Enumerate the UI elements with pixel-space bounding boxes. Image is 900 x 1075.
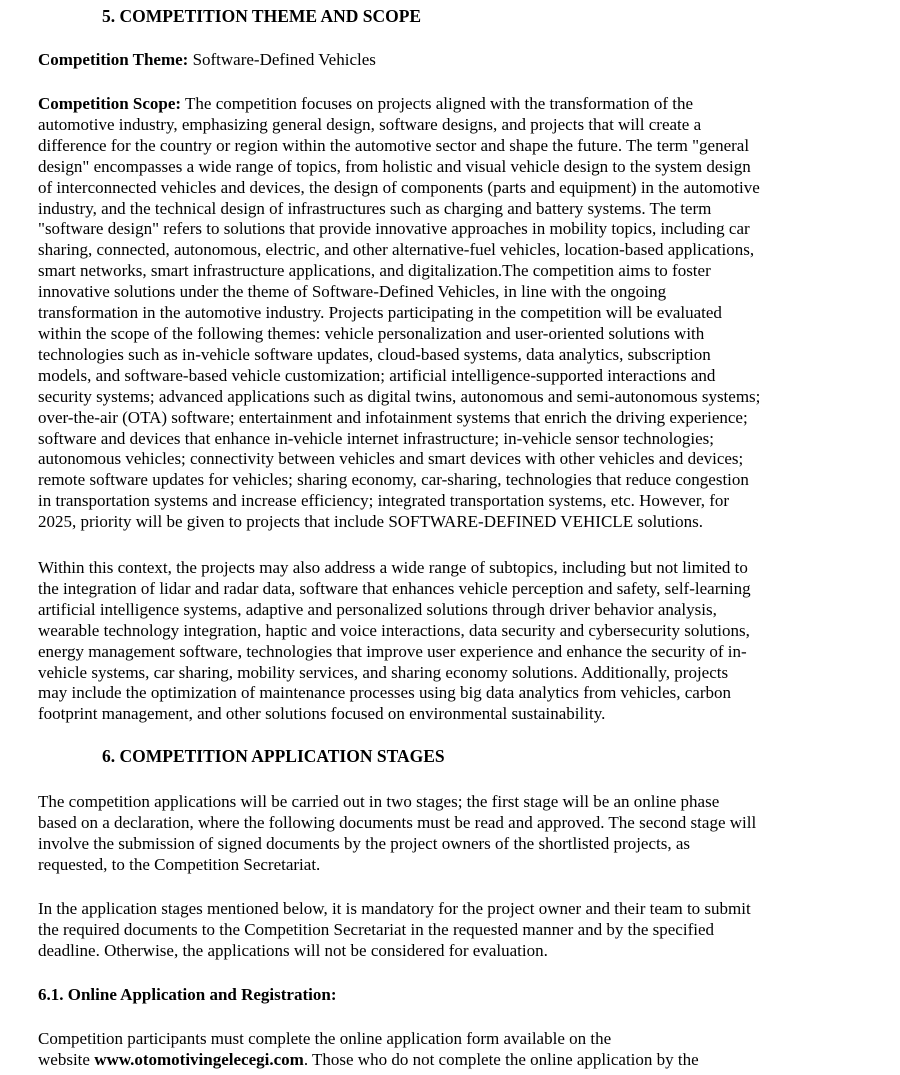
text-segment: The competition focuses on projects aligned with the transformation of the bbox=[181, 94, 693, 113]
text-line: Competition participants must complete the online application form available on the bbox=[38, 1029, 612, 1048]
text-line: may include the optimization of maintenance processes using big data analytics from vehicles, carbon bbox=[38, 683, 731, 703]
text-line: sharing, connected, autonomous, electric, and other alternative-fuel vehicles, location-based applications, bbox=[38, 240, 755, 260]
text-line: "software design" refers to solutions that provide innovative approaches in mobility topics, including car bbox=[38, 219, 750, 239]
text-line: software and devices that enhance in-vehicle internet infrastructure; in-vehicle sensor technologies; bbox=[38, 428, 714, 448]
section-5-heading: 5. COMPETITION THEME AND SCOPE bbox=[102, 6, 422, 26]
text-line: vehicle systems, car sharing, mobility services, and sharing economy solutions. Additionally, projects bbox=[38, 662, 729, 682]
competition-theme-paragraph bbox=[38, 50, 874, 71]
text-line: Within this context, the projects may also address a wide range of subtopics, including but not limited to bbox=[38, 558, 748, 577]
application-stages-paragraph bbox=[38, 792, 874, 876]
text-line: technologies such as in-vehicle software updates, cloud-based systems, data analytics, subscription bbox=[38, 344, 711, 364]
text-line: based on a declaration, where the following documents must be read and approved. The second stage will bbox=[38, 812, 757, 832]
online-application-subheading: 6.1. Online Application and Registration: bbox=[38, 985, 337, 1004]
text-line: over-the-air (OTA) software; entertainment and infotainment systems that enrich the driving experience; bbox=[38, 407, 748, 427]
mandatory-documents-paragraph bbox=[38, 899, 874, 962]
text-line: The competition applications will be carried out in two stages; the first stage will be an online phase bbox=[38, 792, 720, 811]
text-line: the required documents to the Competition Secretariat in the requested manner and by the specified bbox=[38, 919, 714, 939]
text-line: automotive industry, emphasizing general design, software designs, and projects that will create a bbox=[38, 114, 702, 134]
text-line bbox=[38, 94, 874, 115]
text-line: footprint management, and other solutions focused on environmental sustainability. bbox=[38, 704, 606, 724]
text-line: In the application stages mentioned below, it is mandatory for the project owner and their team to submit bbox=[38, 899, 751, 918]
text-line: wearable technology integration, haptic and voice interactions, data security and cybersecurity solutions, bbox=[38, 620, 750, 640]
text-line: industry, and the technical design of infrastructures such as charging and battery systems. The term bbox=[38, 198, 712, 218]
competition-theme-label: Competition Theme: bbox=[38, 50, 189, 69]
text-line: of interconnected vehicles and devices, the design of components (parts and equipment) in the automotive bbox=[38, 177, 760, 197]
competition-scope-label: Competition Scope: bbox=[38, 94, 182, 113]
text-line bbox=[38, 1050, 874, 1071]
text-line: difference for the country or region within the automotive sector and shape the future. The term "general bbox=[38, 135, 750, 155]
text-line: innovative solutions under the theme of Software-Defined Vehicles, in line with the ongoing bbox=[38, 282, 667, 302]
section-6-heading: 6. COMPETITION APPLICATION STAGES bbox=[102, 746, 445, 766]
website-suffix: . Those who do not complete the online application by the bbox=[303, 1049, 699, 1069]
text-line: the integration of lidar and radar data, software that enhances vehicle perception and safety, self-learning bbox=[38, 578, 751, 598]
text-line: models, and software-based vehicle customization; artificial intelligence-supported interactions and bbox=[38, 365, 716, 385]
online-application-paragraph bbox=[38, 1029, 874, 1071]
text-line: design" encompasses a wide range of topics, from holistic and visual vehicle design to the system design bbox=[38, 156, 751, 176]
text-line: involve the submission of signed documents by the project owners of the shortlisted projects, as bbox=[38, 833, 691, 853]
text-line: autonomous vehicles; connectivity between vehicles and smart devices with other vehicles and devices; bbox=[38, 449, 744, 469]
text-line: transformation in the automotive industry. Projects participating in the competition will be evaluated bbox=[38, 303, 722, 323]
text-line: remote software updates for vehicles; sharing economy, car-sharing, technologies that reduce congestion bbox=[38, 470, 749, 490]
competition-scope-paragraph bbox=[38, 94, 874, 533]
text-line: smart networks, smart infrastructure applications, and digitalization.The competition aims to foster bbox=[38, 261, 711, 281]
text-line: artificial intelligence systems, adaptive and personalized solutions through driver behavior analysis, bbox=[38, 599, 717, 619]
text-line: deadline. Otherwise, the applications will not be considered for evaluation. bbox=[38, 940, 548, 960]
context-paragraph bbox=[38, 558, 874, 725]
competition-theme-value: Software-Defined Vehicles bbox=[188, 50, 376, 69]
text-line: requested, to the Competition Secretariat. bbox=[38, 854, 321, 874]
text-line: security systems; advanced applications such as digital twins, autonomous and semi-autonomous systems; bbox=[38, 386, 761, 406]
text-line: in transportation systems and increase efficiency; integrated transportation systems, etc. However, for bbox=[38, 491, 730, 511]
text-line: energy management software, technologies that improve user experience and enhance the security of in- bbox=[38, 641, 747, 661]
text-line: within the scope of the following themes: vehicle personalization and user-oriented solutions with bbox=[38, 323, 705, 343]
text-line: 2025, priority will be given to projects that include SOFTWARE-DEFINED VEHICLE solutions. bbox=[38, 512, 703, 532]
website-link[interactable]: www.otomotivingelecegi.com bbox=[94, 1049, 304, 1069]
website-prefix: website bbox=[38, 1049, 95, 1069]
